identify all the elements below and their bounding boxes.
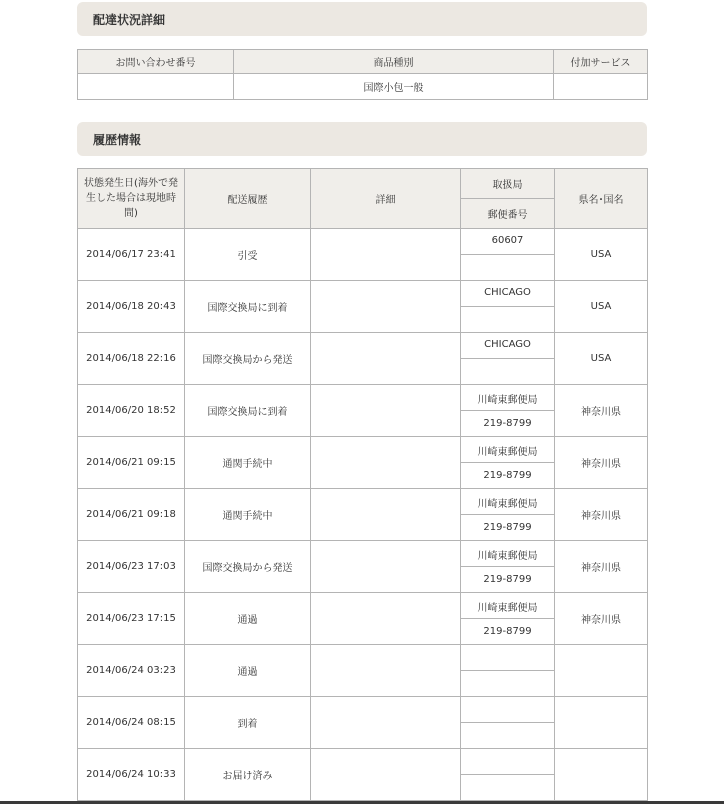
history-row [78,333,648,359]
item-type-cell: 国際小包一般 [234,74,554,100]
postal-cell [461,671,555,697]
postal-cell: 219-8799 [461,515,555,541]
section-title: 履歴情報 [93,132,142,147]
summary-table [77,49,648,100]
datetime-cell: 2014/06/18 20:43 [78,281,185,333]
detail-cell [311,333,461,385]
status-cell: 国際交換局から発送 [185,333,311,385]
extra-service-cell [554,74,648,100]
status-cell: 到着 [185,697,311,749]
tracking-number-cell [78,74,234,100]
postal-cell [461,307,555,333]
status-cell: 通関手続中 [185,437,311,489]
status-cell: 通関手続中 [185,489,311,541]
datetime-cell: 2014/06/24 10:33 [78,749,185,801]
history-section-header [77,122,647,156]
office-cell: 川崎東郵便局 [461,541,555,567]
postal-cell: 219-8799 [461,619,555,645]
office-cell: CHICAGO [461,281,555,307]
office-cell [461,697,555,723]
postal-cell [461,359,555,385]
office-cell: 川崎東郵便局 [461,437,555,463]
header-postal: 郵便番号 [461,199,555,229]
history-table [77,168,648,801]
section-title: 配達状況詳細 [93,12,166,27]
detail-cell [311,385,461,437]
detail-cell [311,749,461,801]
header-detail: 詳細 [311,169,461,229]
history-row [78,281,648,307]
header-tracking-number: お問い合わせ番号 [78,50,234,74]
page-bottom-border [0,801,724,804]
region-cell: USA [555,281,648,333]
header-item-type: 商品種別 [234,50,554,74]
datetime-cell: 2014/06/23 17:15 [78,593,185,645]
datetime-cell: 2014/06/24 03:23 [78,645,185,697]
region-cell: 神奈川県 [555,593,648,645]
detail-cell [311,437,461,489]
region-cell: 神奈川県 [555,541,648,593]
office-cell: 60607 [461,229,555,255]
office-cell [461,645,555,671]
header-extra-service: 付加サービス [554,50,648,74]
office-cell: 川崎東郵便局 [461,385,555,411]
postal-cell: 219-8799 [461,567,555,593]
detail-cell [311,229,461,281]
region-cell: 神奈川県 [555,437,648,489]
history-row [78,749,648,775]
region-cell [555,645,648,697]
detail-cell [311,541,461,593]
detail-cell [311,281,461,333]
status-cell: 国際交換局に到着 [185,281,311,333]
detail-cell [311,645,461,697]
status-cell: 通過 [185,593,311,645]
region-cell: 神奈川県 [555,489,648,541]
header-history: 配送履歴 [185,169,311,229]
status-cell: 引受 [185,229,311,281]
postal-cell: 219-8799 [461,463,555,489]
region-cell [555,697,648,749]
region-cell: USA [555,333,648,385]
datetime-cell: 2014/06/18 22:16 [78,333,185,385]
datetime-cell: 2014/06/21 09:18 [78,489,185,541]
detail-cell [311,489,461,541]
office-cell: CHICAGO [461,333,555,359]
history-row [78,697,648,723]
history-row [78,645,648,671]
office-cell [461,749,555,775]
office-cell: 川崎東郵便局 [461,489,555,515]
office-cell: 川崎東郵便局 [461,593,555,619]
history-row [78,593,648,619]
datetime-cell: 2014/06/17 23:41 [78,229,185,281]
postal-cell [461,775,555,801]
header-region: 県名･国名 [555,169,648,229]
status-cell: 国際交換局に到着 [185,385,311,437]
status-cell: 通過 [185,645,311,697]
datetime-cell: 2014/06/24 08:15 [78,697,185,749]
status-cell: お届け済み [185,749,311,801]
region-cell [555,749,648,801]
history-row [78,489,648,515]
header-office: 取扱局 [461,169,555,199]
history-row [78,385,648,411]
postal-cell [461,723,555,749]
postal-cell: 219-8799 [461,411,555,437]
detail-cell [311,697,461,749]
detail-cell [311,593,461,645]
history-row [78,541,648,567]
region-cell: 神奈川県 [555,385,648,437]
delivery-status-section-header [77,2,647,36]
datetime-cell: 2014/06/20 18:52 [78,385,185,437]
header-datetime: 状態発生日(海外で発生した場合は現地時間) [78,169,185,229]
history-row [78,437,648,463]
postal-cell [461,255,555,281]
datetime-cell: 2014/06/23 17:03 [78,541,185,593]
status-cell: 国際交換局から発送 [185,541,311,593]
region-cell: USA [555,229,648,281]
history-row [78,229,648,255]
datetime-cell: 2014/06/21 09:15 [78,437,185,489]
